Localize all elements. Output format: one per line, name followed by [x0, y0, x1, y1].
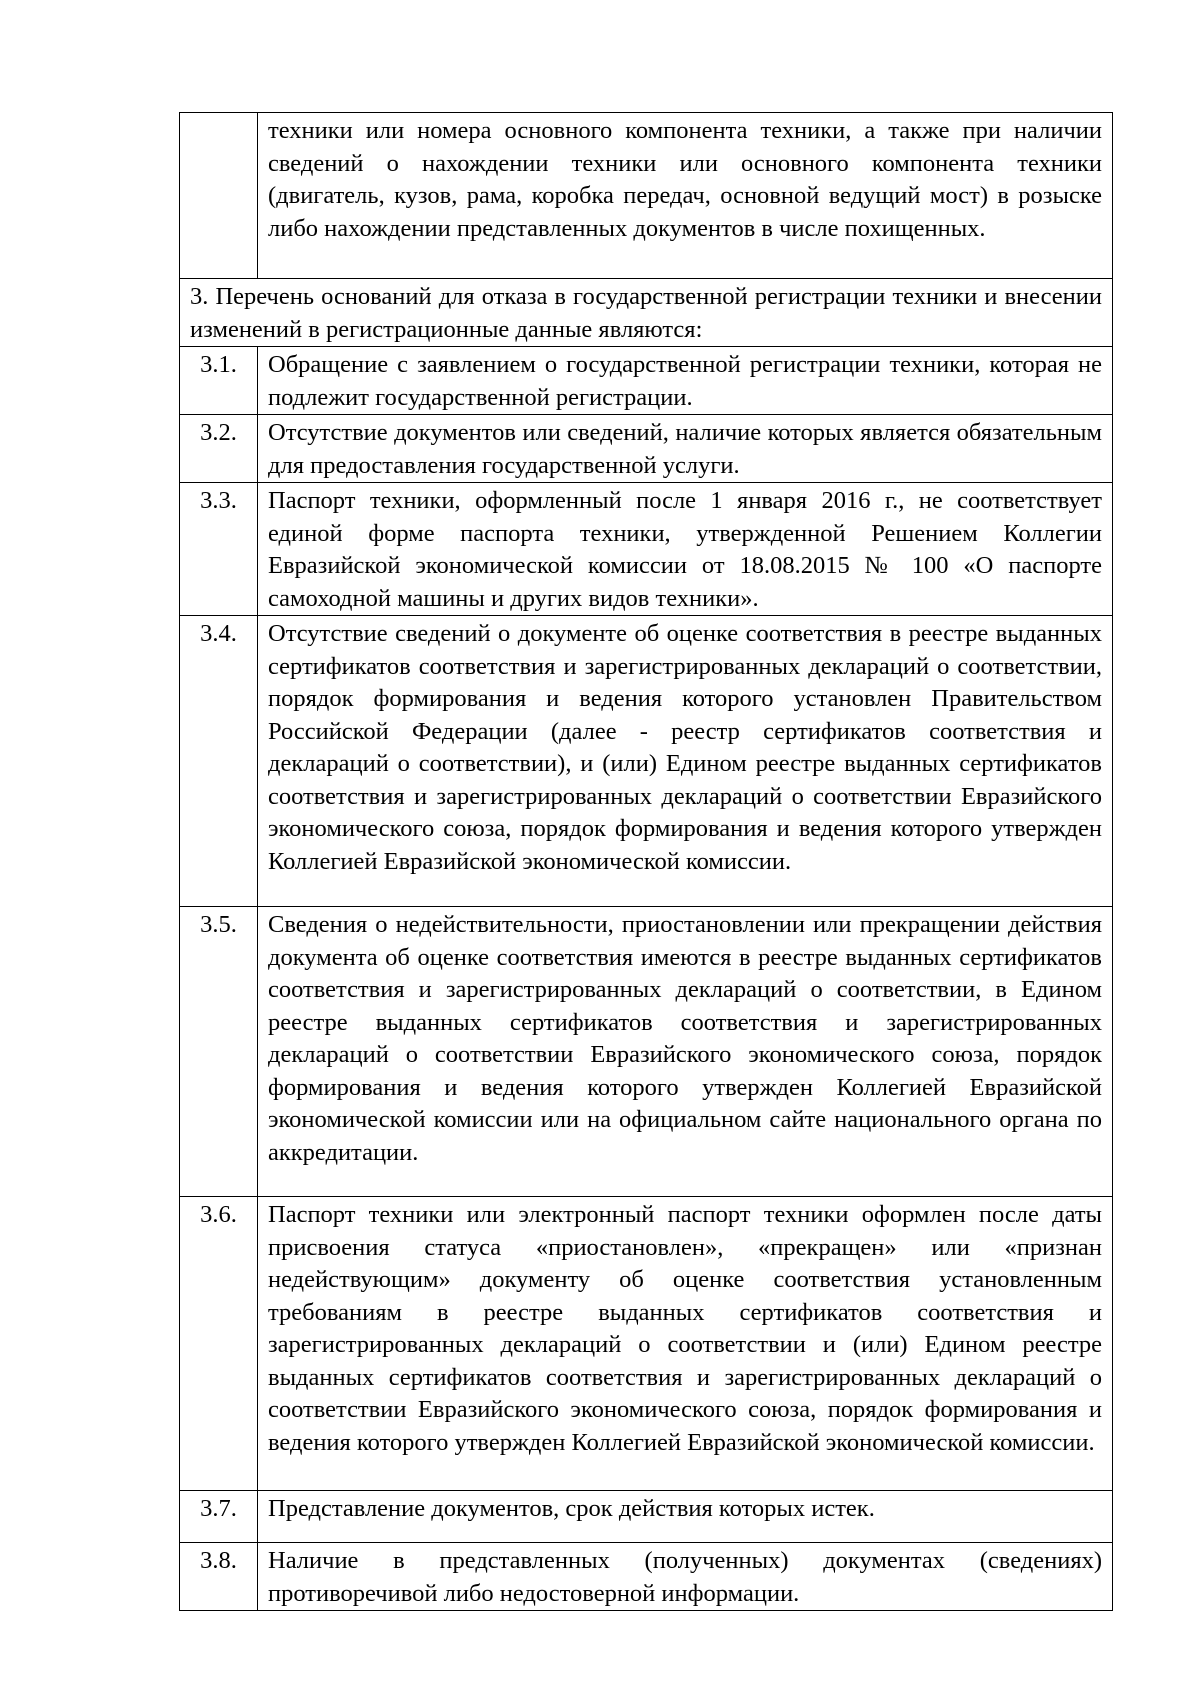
item-number: 3.1. — [200, 351, 237, 378]
item-text: Представление документов, срок действия которых истек. — [258, 1491, 1113, 1543]
item-number: 3.3. — [200, 487, 237, 514]
table-row — [180, 616, 1113, 907]
continuation-text: техники или номера основного компонента техники, а также при наличии сведений о нахождении техники или основного компонента техники (двигатель, кузов, рама, коробка передач, основной ведущий мост) в розыске либо нахождении представленных документов в числе похищенных. — [258, 113, 1113, 279]
item-number-cell — [180, 347, 258, 415]
item-number-cell — [180, 483, 258, 616]
table-row — [180, 1543, 1113, 1611]
item-number: 3.5. — [200, 911, 237, 938]
item-number-cell — [180, 1543, 258, 1611]
item-number-cell — [180, 415, 258, 483]
item-number: 3.7. — [200, 1495, 237, 1522]
item-text: Наличие в представленных (полученных) документах (сведениях) противоречивой либо недостоверной информации. — [258, 1543, 1113, 1611]
item-number-cell — [180, 1491, 258, 1543]
table-row — [180, 415, 1113, 483]
item-text: Обращение с заявлением о государственной регистрации техники, которая не подлежит государственной регистрации. — [258, 347, 1113, 415]
table-row-continuation — [180, 113, 1113, 279]
item-number: 3.4. — [200, 620, 237, 647]
item-number-cell — [180, 1197, 258, 1491]
item-number: 3.8. — [200, 1547, 237, 1574]
section-heading: 3. Перечень оснований для отказа в государственной регистрации техники и внесении изменений в регистрационные данные являются: — [180, 279, 1113, 347]
table-row — [180, 907, 1113, 1197]
item-text: Паспорт техники, оформленный после 1 января 2016 г., не соответствует единой форме паспорта техники, утвержденной Решением Коллегии Евразийской экономической комиссии от 18.08.2015 № 100 «О паспорте самоходной машины и других видов техники». — [258, 483, 1113, 616]
item-number-cell — [180, 616, 258, 907]
table-row — [180, 1491, 1113, 1543]
table-row-section-heading — [180, 279, 1113, 347]
grounds-table — [179, 112, 1113, 1611]
empty-number-cell — [180, 113, 258, 279]
table-row — [180, 483, 1113, 616]
table-row — [180, 1197, 1113, 1491]
item-number: 3.6. — [200, 1201, 237, 1228]
item-text: Сведения о недействительности, приостановлении или прекращении действия документа об оценке соответствия имеются в реестре выданных сертификатов соответствия и зарегистрированных деклараций о соответствии, в Едином реестре выданных сертификатов соответствия и зарегистрированных деклараций о соответствии Евразийского экономического союза, порядок формирования и ведения которого утвержден Коллегией Евразийской экономической комиссии или на официальном сайте национального органа по аккредитации. — [258, 907, 1113, 1197]
item-text: Отсутствие документов или сведений, наличие которых является обязательным для предоставления государственной услуги. — [258, 415, 1113, 483]
table-row — [180, 347, 1113, 415]
item-number-cell — [180, 907, 258, 1197]
item-number: 3.2. — [200, 419, 237, 446]
item-text: Отсутствие сведений о документе об оценке соответствия в реестре выданных сертификатов соответствия и зарегистрированных деклараций о соответствии, порядок формирования и ведения которого установлен Правительством Российской Федерации (далее - реестр сертификатов соответствия и деклараций о соответствии), и (или) Едином реестре выданных сертификатов соответствия и зарегистрированных деклараций о соответствии Евразийского экономического союза, порядок формирования и ведения которого утвержден Коллегией Евразийской экономической комиссии. — [258, 616, 1113, 907]
item-text: Паспорт техники или электронный паспорт техники оформлен после даты присвоения статуса «приостановлен», «прекращен» или «признан недействующим» документу об оценке соответствия установленным требованиям в реестре выданных сертификатов соответствия и зарегистрированных деклараций о соответствии и (или) Едином реестре выданных сертификатов соответствия и зарегистрированных деклараций о соответствии Евразийского экономического союза, порядок формирования и ведения которого утвержден Коллегией Евразийской экономической комиссии. — [258, 1197, 1113, 1491]
